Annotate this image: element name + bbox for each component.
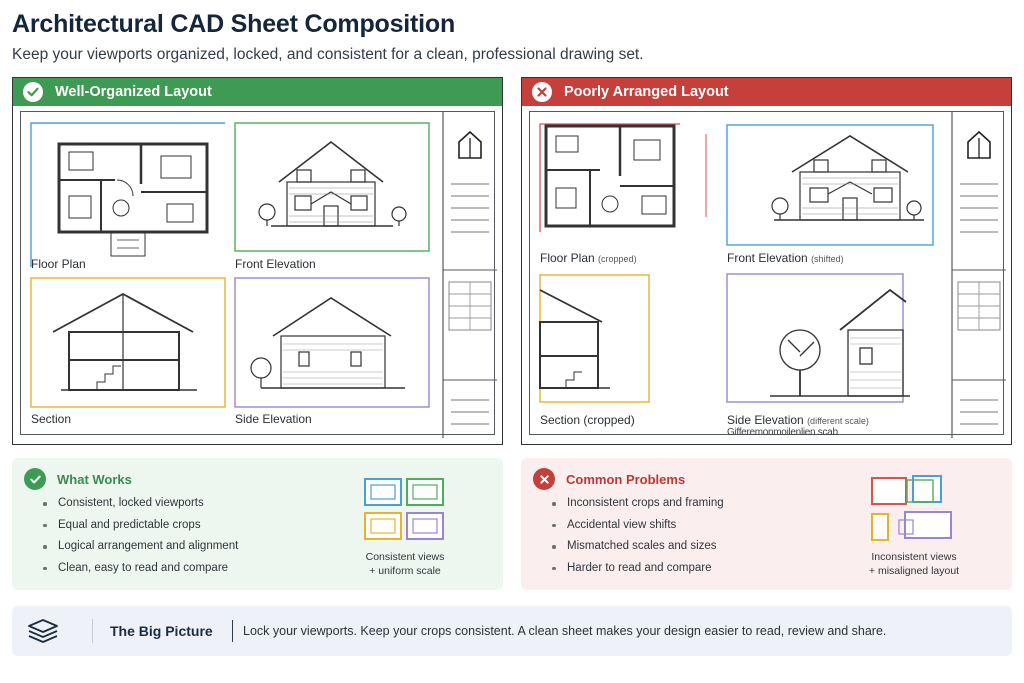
- misaligned-views-caption: [859, 550, 969, 578]
- bad-front-elevation-text: Front Elevation: [727, 251, 808, 265]
- poorly-arranged-panel: [521, 77, 1012, 445]
- good-floor-plan-label: Floor Plan: [31, 257, 86, 271]
- bad-front-elevation-label: [727, 251, 844, 265]
- list-item: Clean, easy to read and compare: [41, 562, 238, 584]
- what-works-title: What Works: [57, 471, 132, 487]
- well-organized-title: Well-Organized Layout: [55, 84, 212, 100]
- what-works-list: [41, 497, 238, 583]
- list-item: Accidental view shifts: [550, 519, 724, 541]
- page-subtitle: Keep your viewports organized, locked, and consistent for a clean, professional drawing set.: [12, 46, 644, 63]
- consistent-views-icon: [362, 476, 448, 544]
- bad-section-label: Section (cropped): [540, 413, 635, 427]
- misaligned-views-icon: [869, 474, 961, 544]
- big-picture-message: Lock your viewports. Keep your crops consistent. A clean sheet makes your design easier to read, review and share.: [243, 624, 887, 638]
- list-item: Equal and predictable crops: [41, 519, 238, 541]
- good-front-elevation-label: Front Elevation: [235, 257, 316, 271]
- caption-line: + misaligned layout: [868, 565, 960, 577]
- common-problems-card: [521, 458, 1012, 590]
- common-problems-header: [533, 468, 685, 490]
- x-icon: [532, 82, 552, 102]
- big-picture-separator: [232, 620, 233, 642]
- bad-side-elevation-text: Side Elevation: [727, 413, 804, 427]
- poorly-arranged-title: Poorly Arranged Layout: [564, 84, 729, 100]
- bad-floor-plan-text: Floor Plan: [540, 251, 595, 265]
- check-icon: [24, 468, 46, 490]
- what-works-card: [12, 458, 503, 590]
- consistent-views-caption: [352, 550, 458, 578]
- page-title: Architectural CAD Sheet Composition: [12, 10, 456, 38]
- bad-floor-plan-label: [540, 251, 637, 265]
- list-item: Mismatched scales and sizes: [550, 540, 724, 562]
- poorly-arranged-header: [522, 78, 1011, 106]
- caption-line: Consistent views: [365, 551, 445, 563]
- big-picture-title: The Big Picture: [110, 623, 213, 639]
- list-item: Inconsistent crops and framing: [550, 497, 724, 519]
- check-icon: [23, 82, 43, 102]
- caption-line: Inconsistent views: [871, 551, 957, 563]
- x-icon: [533, 468, 555, 490]
- list-item: Consistent, locked viewports: [41, 497, 238, 519]
- bad-side-elevation-label: [727, 413, 869, 427]
- layers-icon: [26, 618, 60, 644]
- good-side-elevation-label: Side Elevation: [235, 412, 312, 426]
- bad-sheet: [529, 111, 1004, 438]
- big-picture-divider: [92, 619, 93, 643]
- well-organized-header: [13, 78, 502, 106]
- bad-overlapping-text: Gifferemonmoilenlien scab: [727, 427, 838, 438]
- list-item: Harder to read and compare: [550, 562, 724, 584]
- what-works-header: [24, 468, 132, 490]
- bad-side-elevation-note: (different scale): [807, 416, 869, 426]
- good-sheet-drawing: [21, 112, 497, 438]
- big-picture-bar: [12, 606, 1012, 656]
- common-problems-list: [550, 497, 724, 583]
- well-organized-panel: [12, 77, 503, 445]
- bad-front-elevation-note: (shifted): [811, 254, 844, 264]
- bad-sheet-drawing: [530, 112, 1006, 438]
- caption-line: + uniform scale: [369, 565, 441, 577]
- list-item: Logical arrangement and alignment: [41, 540, 238, 562]
- good-section-label: Section: [31, 412, 72, 426]
- common-problems-title: Common Problems: [566, 471, 686, 487]
- good-sheet: [20, 111, 495, 435]
- bad-floor-plan-note: (cropped): [598, 254, 637, 264]
